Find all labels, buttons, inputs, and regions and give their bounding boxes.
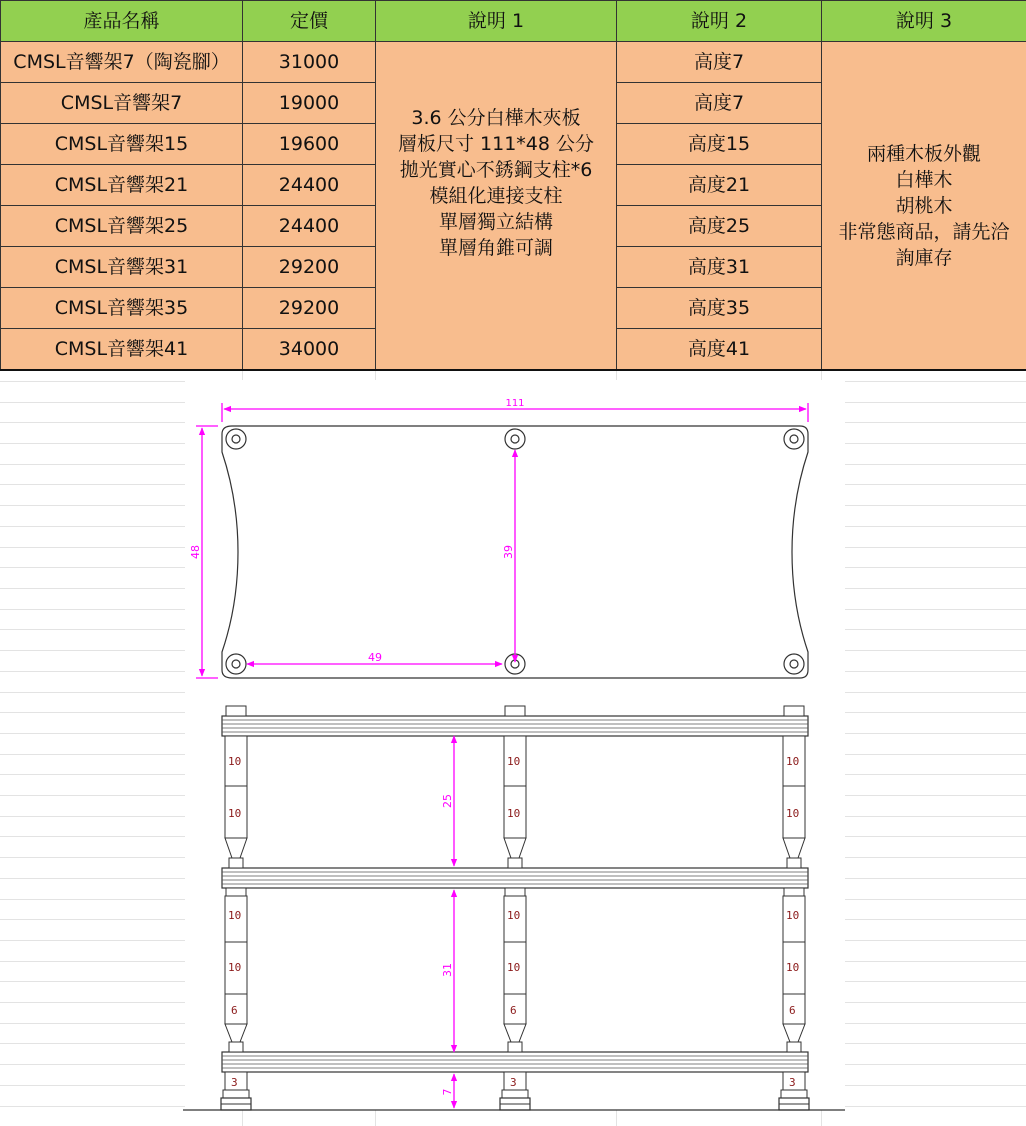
front-shelf (222, 868, 808, 888)
foot-label: 7 (441, 1088, 454, 1096)
module-label: 10 (228, 755, 242, 768)
description-3-line: 胡桃木 (895, 194, 953, 217)
description-1-line: 3.6 公分白樺木夾板 (411, 106, 581, 129)
height-cell: 高度7 (617, 42, 822, 83)
product-name-cell: CMSL音響架7（陶瓷腳） (1, 42, 243, 83)
module-label: 10 (507, 961, 521, 974)
module-label: 10 (786, 807, 800, 820)
header-price: 定價 (243, 1, 376, 42)
price-cell: 24400 (243, 206, 376, 247)
gap-lower-label: 31 (441, 963, 454, 977)
gap-upper-label: 25 (441, 794, 454, 808)
top-view (189, 398, 808, 678)
header-product-name: 產品名稱 (1, 1, 243, 42)
module-label: 10 (786, 961, 800, 974)
price-cell: 19000 (243, 83, 376, 124)
height-cell: 高度35 (617, 288, 822, 329)
description-1-line: 層板尺寸 111*48 公分 (397, 132, 595, 155)
inner-depth-label: 39 (502, 545, 515, 559)
module-label: 10 (228, 961, 242, 974)
height-cell: 高度7 (617, 83, 822, 124)
module-label: 3 (510, 1076, 517, 1089)
module-label: 10 (228, 909, 242, 922)
price-cell: 31000 (243, 42, 376, 83)
price-cell: 29200 (243, 247, 376, 288)
product-name-cell: CMSL音響架7 (1, 83, 243, 124)
width-label: 111 (505, 398, 525, 409)
product-name-cell: CMSL音響架21 (1, 165, 243, 206)
module-label: 6 (231, 1004, 238, 1017)
height-cell: 高度25 (617, 206, 822, 247)
description-1-line: 單層獨立結構 (438, 210, 553, 233)
description-3-line: 白樺木 (895, 168, 953, 191)
header-description-2: 說明 2 (617, 1, 822, 42)
description-1-line: 拋光實心不銹鋼支柱*6 (399, 158, 593, 181)
header-description-3: 說明 3 (822, 1, 1026, 42)
description-3-line: 兩種木板外觀 (866, 142, 981, 165)
height-cell: 高度15 (617, 124, 822, 165)
price-cell: 29200 (243, 288, 376, 329)
description-3-line: 詢庫存 (895, 246, 953, 269)
module-label: 10 (786, 755, 800, 768)
product-name-cell: CMSL音響架31 (1, 247, 243, 288)
module-label: 6 (789, 1004, 796, 1017)
depth-label: 48 (189, 545, 202, 559)
module-label: 10 (507, 909, 521, 922)
offset-label: 49 (368, 651, 382, 664)
header-description-1: 說明 1 (376, 1, 617, 42)
product-name-cell: CMSL音響架35 (1, 288, 243, 329)
module-label: 6 (510, 1004, 517, 1017)
product-name-cell: CMSL音響架25 (1, 206, 243, 247)
price-cell: 24400 (243, 165, 376, 206)
price-cell: 34000 (243, 329, 376, 371)
price-cell: 19600 (243, 124, 376, 165)
module-label: 10 (507, 755, 521, 768)
module-label: 10 (228, 807, 242, 820)
module-label: 3 (789, 1076, 796, 1089)
front-shelf (222, 1052, 808, 1072)
height-cell: 高度21 (617, 165, 822, 206)
module-label: 3 (231, 1076, 238, 1089)
description-3-line: 非常態商品，請先洽 (838, 220, 1010, 243)
product-name-cell: CMSL音響架41 (1, 329, 243, 371)
module-label: 10 (507, 807, 521, 820)
module-label: 10 (786, 909, 800, 922)
description-1-line: 單層角錐可調 (438, 236, 553, 259)
front-shelf (222, 716, 808, 736)
height-cell: 高度31 (617, 247, 822, 288)
description-1-line: 模組化連接支柱 (429, 184, 563, 207)
height-cell: 高度41 (617, 329, 822, 371)
product-name-cell: CMSL音響架15 (1, 124, 243, 165)
